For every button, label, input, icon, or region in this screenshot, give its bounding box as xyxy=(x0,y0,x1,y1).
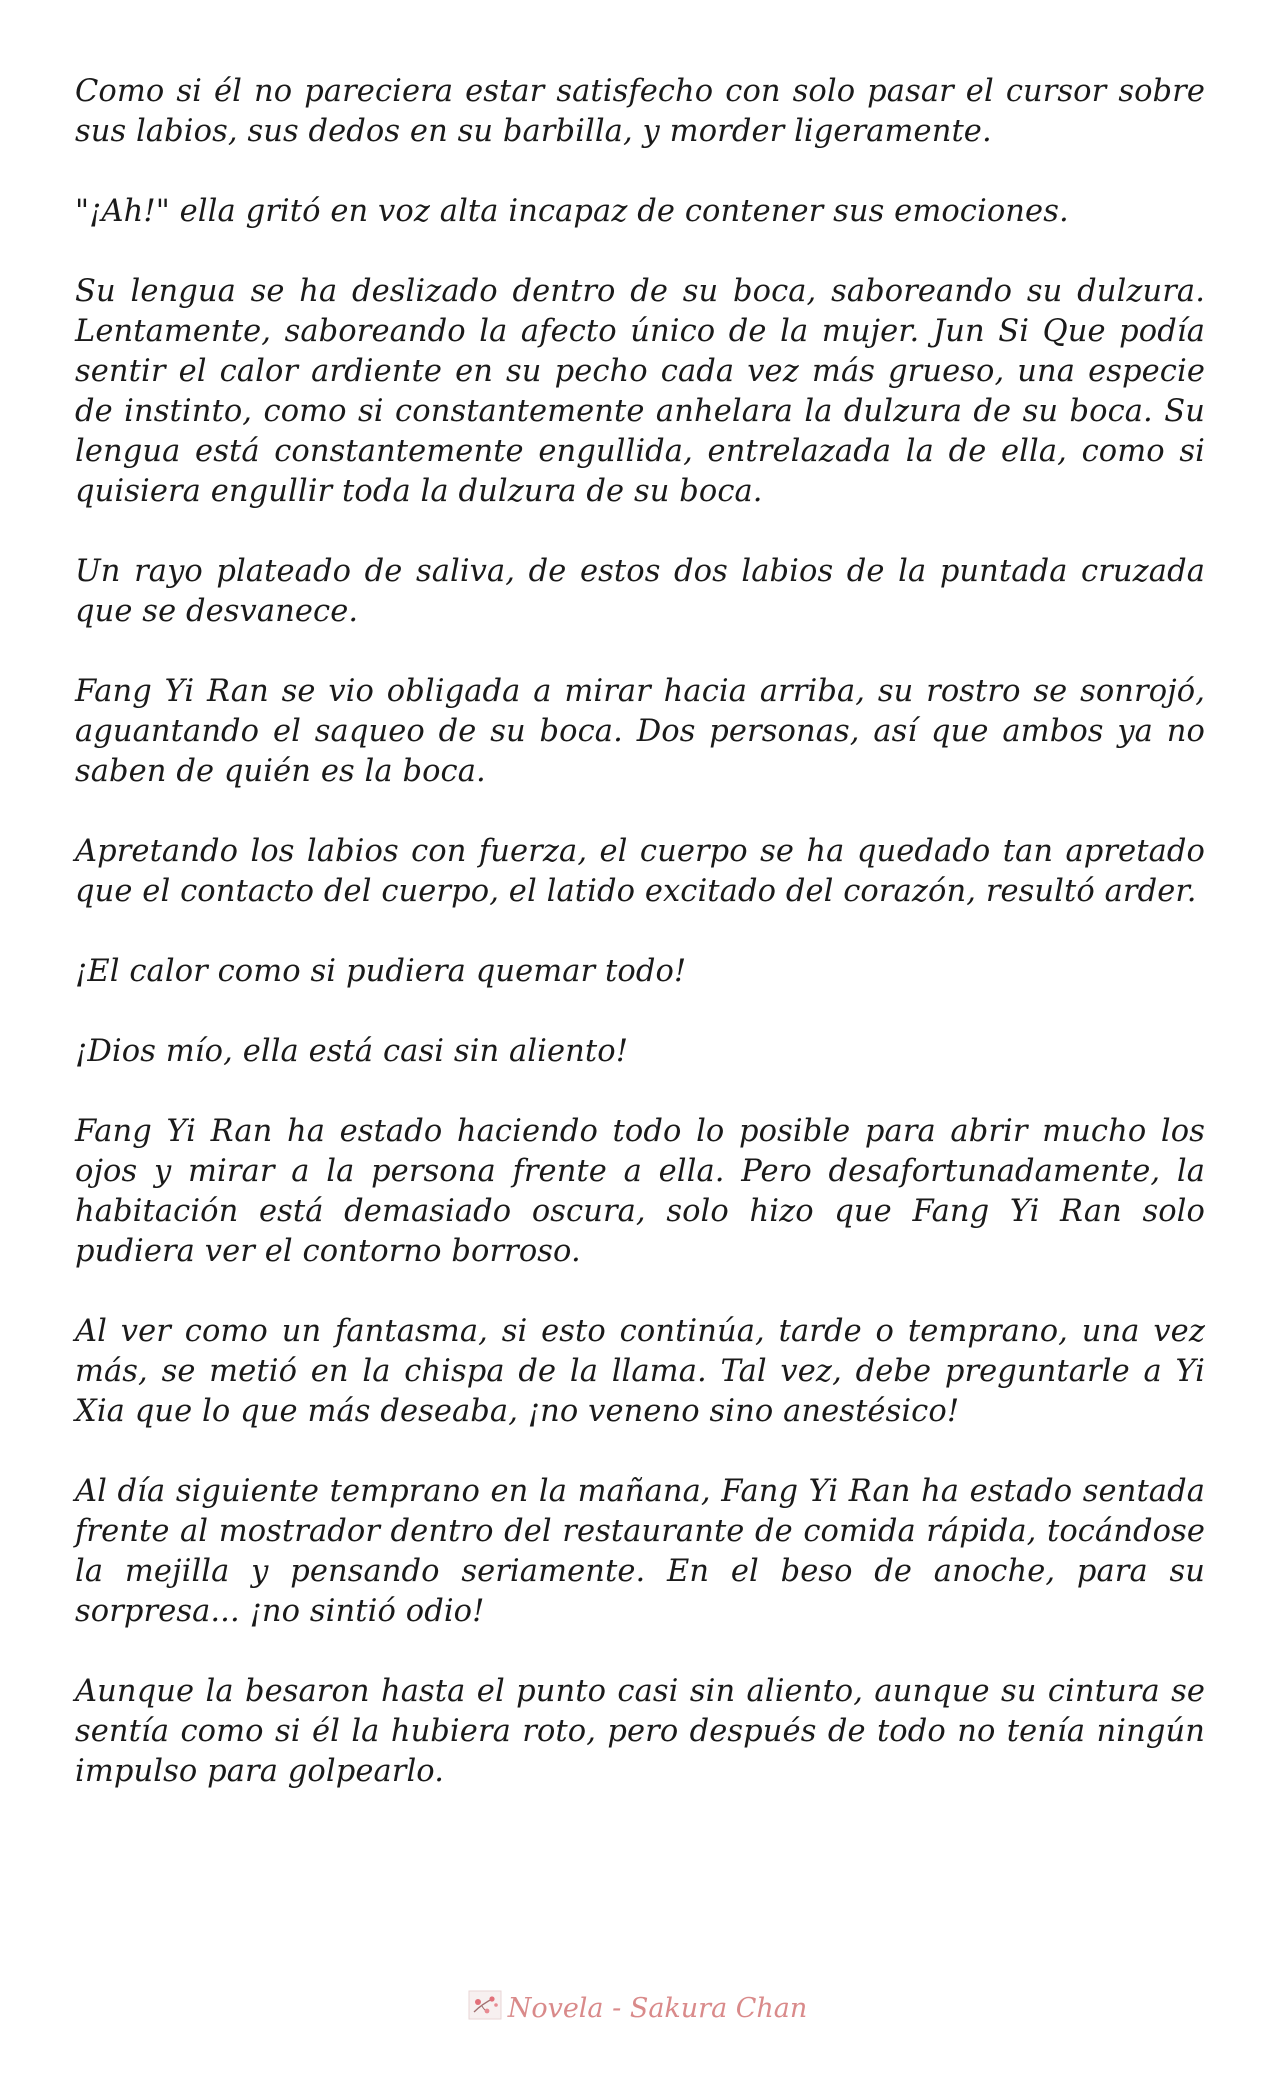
paragraph-6: Apretando los labios con fuerza, el cuerpo se ha quedado tan apretado que el contacto del cuerpo, el latido excitado del corazón, resultó arder. xyxy=(75,834,1205,909)
footer-watermark xyxy=(0,1992,1275,2024)
cherry-blossom-icon xyxy=(468,1990,502,2020)
footer-text: Novela - Sakura Chan xyxy=(507,1993,808,2024)
paragraph-12: Aunque la besaron hasta el punto casi sin aliento, aunque su cintura se sentía como si él la hubiera roto, pero después de todo no tenía ningún impulso para golpearlo. xyxy=(75,1674,1205,1789)
paragraph-11: Al día siguiente temprano en la mañana, Fang Yi Ran ha estado sentada frente al mostrador dentro del restaurante de comida rápida, tocándose la mejilla y pensando seriamente. En el beso de anoche, para su sorpresa... ¡no sintió odio! xyxy=(75,1474,1205,1629)
paragraph-4: Un rayo plateado de saliva, de estos dos labios de la puntada cruzada que se desvanece. xyxy=(75,554,1205,629)
document-body xyxy=(75,72,1205,1832)
paragraph-8: ¡Dios mío, ella está casi sin aliento! xyxy=(75,1034,629,1069)
paragraph-9: Fang Yi Ran ha estado haciendo todo lo posible para abrir mucho los ojos y mirar a la persona frente a ella. Pero desafortunadamente, la habitación está demasiado oscura, solo hizo que Fang Yi Ran solo pudiera ver el contorno borroso. xyxy=(75,1114,1205,1269)
paragraph-7: ¡El calor como si pudiera quemar todo! xyxy=(75,954,687,989)
paragraph-5: Fang Yi Ran se vio obligada a mirar hacia arriba, su rostro se sonrojó, aguantando el saqueo de su boca. Dos personas, así que ambos ya no saben de quién es la boca. xyxy=(75,674,1205,789)
paragraph-1: Como si él no pareciera estar satisfecho con solo pasar el cursor sobre sus labios, sus dedos en su barbilla, y morder ligeramente. xyxy=(75,74,1205,149)
paragraph-10: Al ver como un fantasma, si esto continúa, tarde o temprano, una vez más, se metió en la chispa de la llama. Tal vez, debe preguntarle a Yi Xia que lo que más deseaba, ¡no veneno sino anestésico! xyxy=(75,1314,1205,1429)
paragraph-3: Su lengua se ha deslizado dentro de su boca, saboreando su dulzura. Lentamente, saboreando la afecto único de la mujer. Jun Si Que podía sentir el calor ardiente en su pecho cada vez más grueso, una especie de instinto, como si constantemente anhelara la dulzura de su boca. Su lengua está constantemente engullida, entrelazada la de ella, como si quisiera engullir toda la dulzura de su boca. xyxy=(75,274,1205,509)
paragraph-2: "¡Ah!" ella gritó en voz alta incapaz de contener sus emociones. xyxy=(75,194,1069,229)
